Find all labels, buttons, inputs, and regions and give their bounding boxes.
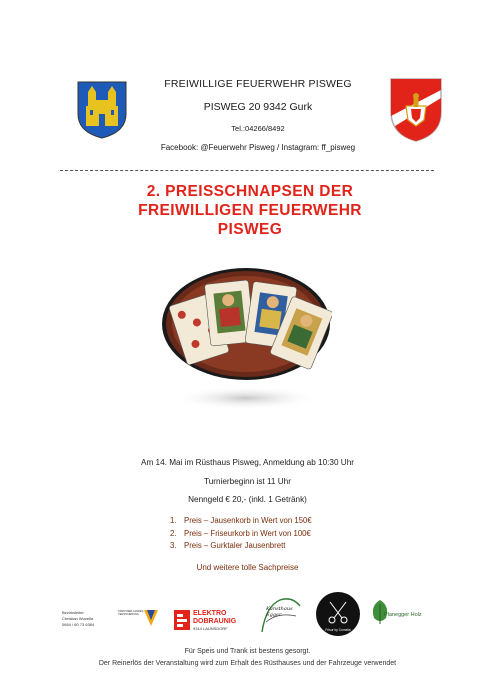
phone: Tel.:04266/8492 xyxy=(231,124,285,133)
elektro-logo-icon xyxy=(174,610,190,630)
more-prizes: Und weitere tolle Sachpreise xyxy=(196,563,299,572)
coat-of-arms-icon xyxy=(76,80,128,140)
sponsor-frisur-logo: Frisur by Cornelia xyxy=(314,590,362,638)
letterhead xyxy=(130,78,386,152)
event-title xyxy=(60,182,440,239)
playing-cards-image xyxy=(160,262,332,412)
date-line: Am 14. Mai im Rüsthaus Pisweg, Anmeldung ab 10:30 Uhr xyxy=(141,458,354,467)
fee-line: Nenngeld € 20,- (inkl. 1 Getränk) xyxy=(188,495,307,504)
divider-line xyxy=(60,170,434,171)
insurance-logo-icon xyxy=(144,610,158,626)
sponsor-elektro-logo: ELEKTRO DOBRAUNIG 9314 LAUNSDORF xyxy=(174,610,246,636)
fire-brigade-emblem-icon xyxy=(388,76,444,144)
footer-line-2: Der Reinerlös der Veranstaltung wird zum Erhalt des Rüsthauses und der Fahrzeuge verwendet xyxy=(98,660,397,667)
start-line: Turnierbeginn ist 11 Uhr xyxy=(204,477,291,486)
list-item: 2. Preis – Friseurkorb in Wert von 100€ xyxy=(170,528,311,538)
title-line-1: 2. PREISSCHNAPSEN DER xyxy=(146,183,354,200)
list-item: 3. Preis – Gurktaler Jausenbrett xyxy=(170,541,286,550)
sponsor-planegger-logo: Planegger Holz xyxy=(368,598,448,634)
title-line-2: FREIWILLIGEN FEUERWEHR xyxy=(138,202,362,219)
prize-list xyxy=(170,516,312,554)
list-item: 1. Preis – Jausenkorb in Wert von 150€ xyxy=(170,516,312,525)
social-media: Facebook: @Feuerwehr Pisweg / Instagram: ff_pisweg xyxy=(160,143,356,152)
sponsor-kunsthaus-logo: Kunsthaus Egger xyxy=(256,592,304,636)
organization-name: FREIWILLIGE FEUERWEHR PISWEG xyxy=(164,78,352,90)
sponsor-insurance-logo: Bezirksleiter Christian Wuzella 0664 / 60 73 6364 KÄRNTNER LANDES VERSICHERUNG xyxy=(56,606,160,638)
title-line-3: PISWEG xyxy=(217,221,283,238)
footer-line-1: Für Speis und Trank ist bestens gesorgt. xyxy=(184,648,311,655)
sponsor-logos xyxy=(56,590,456,640)
address: PISWEG 20 9342 Gurk xyxy=(203,101,313,113)
